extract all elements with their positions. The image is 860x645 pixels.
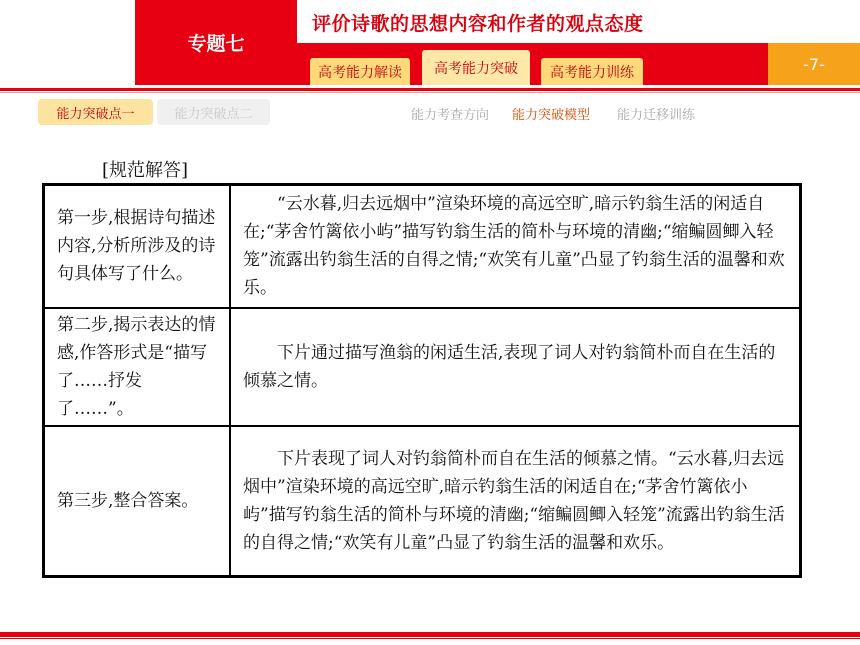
section-link-model[interactable]: 能力突破模型 [512,108,591,123]
section-link-transfer[interactable]: 能力迁移训练 [617,108,696,123]
desc-cell: 下片表现了词人对钓翁简朴而自在生活的倾慕之情。“云水暮,归去远烟中”渲染环境的高远空旷,暗示钓翁生活的闲适自在;“茅舍竹篱依小屿”描写钓翁生活的简朴与环境的清幽;“缩鳊圆鲫入轻笼”流露出钓翁生活的自得之情;“欢笑有儿童”凸显了钓翁生活的温馨和欢乐。 [230,426,801,576]
topic-label: 专题七 [135,0,297,85]
section-link-direction[interactable]: 能力考查方向 [411,108,490,123]
footer-divider [0,632,860,637]
page-title: 评价诗歌的思想内容和作者的观点态度 [312,13,644,35]
footer-divider-thin [0,638,860,639]
tab-ability-interpretation[interactable]: 高考能力解读 [310,58,410,85]
tab-ability-breakthrough[interactable]: 高考能力突破 [422,50,530,85]
header-divider [0,88,860,91]
point-two-button[interactable]: 能力突破点二 [157,99,270,125]
table-row [44,426,801,576]
desc-cell: 下片通过描写渔翁的闲适生活,表现了词人对钓翁简朴而自在生活的倾慕之情。 [230,308,801,426]
step-cell: 第二步,揭示表达的情感,作答形式是“描写了……抒发了……”。 [44,308,231,426]
table-row [44,308,801,426]
answer-heading: [规范解答] [102,160,189,181]
header-divider-thin [0,92,860,93]
point-one-button[interactable]: 能力突破点一 [38,99,153,125]
table-row [44,185,801,308]
desc-cell: “云水暮,归去远烟中”渲染环境的高远空旷,暗示钓翁生活的闲适自在;“茅舍竹篱依小屿”描写钓翁生活的简朴与环境的清幽;“缩鳊圆鲫入轻笼”流露出钓翁生活的自得之情;“欢笑有儿童”凸显了钓翁生活的温馨和欢乐。 [230,185,801,308]
answer-table [42,183,802,578]
step-cell: 第一步,根据诗句描述内容,分析所涉及的诗句具体写了什么。 [44,185,231,308]
tab-ability-training[interactable]: 高考能力训练 [541,58,643,85]
page-number: -7- [768,43,860,85]
step-cell: 第三步,整合答案。 [44,426,231,576]
